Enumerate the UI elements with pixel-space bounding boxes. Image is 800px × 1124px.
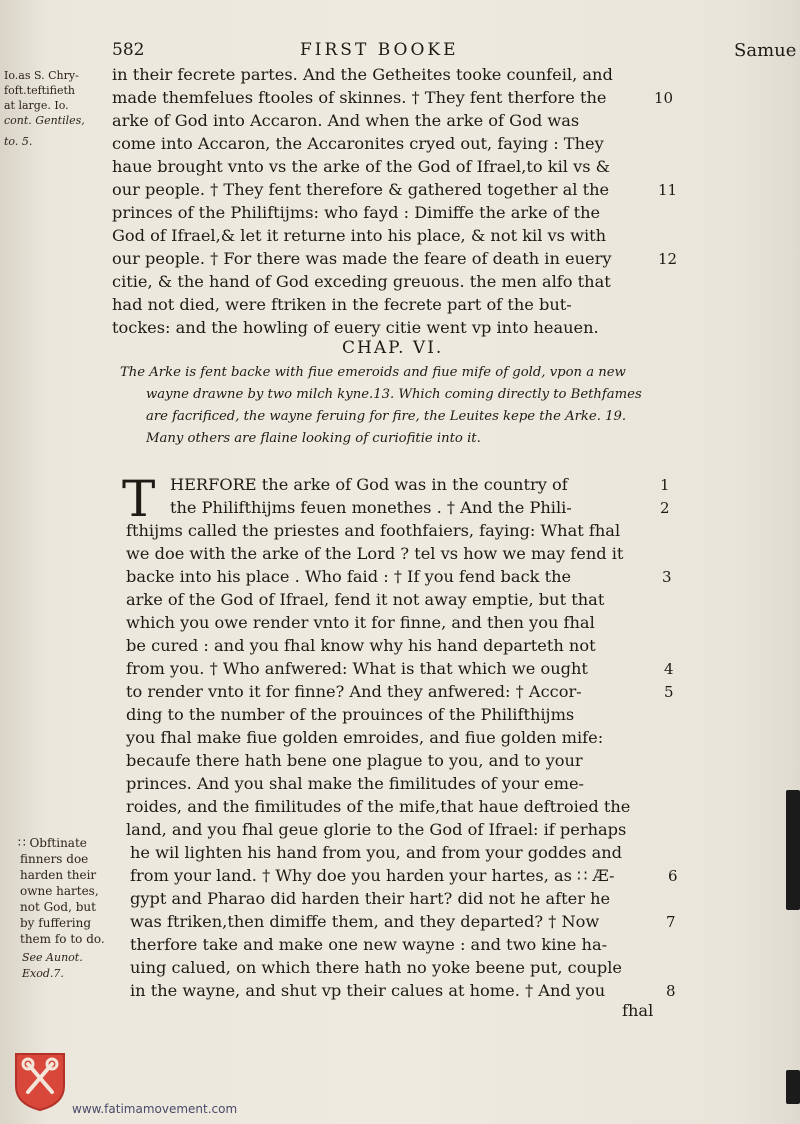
text-line: uing calued, on which there hath no yoke beene put, couple bbox=[130, 958, 622, 977]
margin-note-line: not God, but bbox=[20, 900, 96, 914]
text-line: had not died, were ftriken in the fecrete part of the but- bbox=[112, 295, 572, 314]
text-line: citie, & the hand of God exceding greuous. the men alfo that bbox=[112, 272, 611, 291]
text-line: land, and you fhal geue glorie to the God of Ifrael: if perhaps bbox=[126, 820, 627, 839]
verse-number: 1 bbox=[660, 476, 670, 494]
text-line: be cured : and you fhal know why his hand departeth not bbox=[126, 636, 596, 655]
text-line: princes of the Philiftijms: who fayd : Dimiffe the arke of the bbox=[112, 203, 601, 222]
text-line: roides, and the fimilitudes of the mife,that haue deftroied the bbox=[126, 797, 631, 816]
margin-note-line: See Aunot. bbox=[22, 951, 83, 964]
text-line: in their fecrete partes. And the Getheites tooke counfeil, and bbox=[112, 65, 613, 84]
text-line: therfore take and make one new wayne : and two kine ha- bbox=[130, 935, 608, 954]
chapter-argument-line: Many others are flaine looking of curiofitie into it. bbox=[146, 431, 481, 446]
text-line: princes. And you shal make the fimilitudes of your eme- bbox=[126, 774, 584, 793]
text-line: tockes: and the howling of euery citie went vp into heauen. bbox=[112, 318, 599, 337]
text-line: made themfelues ftooles of skinnes. † They fent therfore the bbox=[112, 88, 607, 107]
chapter-argument-line: The Arke is fent backe with fiue emeroids and fiue mife of gold, vpon a new bbox=[120, 365, 626, 380]
text-line: you fhal make fiue golden emroides, and fiue golden mife: bbox=[126, 728, 604, 747]
margin-note-line: Io.as S. Chry- bbox=[4, 69, 79, 82]
verse-number: 12 bbox=[658, 250, 678, 268]
text-line: come into Accaron, the Accaronites cryed out, faying : They bbox=[112, 134, 604, 153]
margin-note-line: to. 5. bbox=[4, 135, 33, 148]
text-line: we doe with the arke of the Lord ? tel vs how we may fend it bbox=[126, 544, 624, 563]
verse-number: 8 bbox=[666, 982, 676, 1000]
verse-number: 3 bbox=[662, 568, 672, 586]
footer-url[interactable]: www.fatimamovement.com bbox=[72, 1102, 238, 1116]
chapter-argument-line: wayne drawne by two milch kyne.13. Which coming directly to Bethfames bbox=[146, 387, 642, 402]
catchword: fhal bbox=[622, 1001, 654, 1020]
text-line: arke of God into Accaron. And when the arke of God was bbox=[112, 111, 580, 130]
text-line: fthijms called the priestes and foothfaiers, faying: What fhal bbox=[126, 521, 621, 540]
verse-number: 6 bbox=[668, 867, 678, 885]
margin-note-line: finners doe bbox=[20, 852, 89, 866]
text-line: the Philifthijms feuen monethes . † And the Phili- bbox=[170, 498, 572, 517]
text-line: becaufe there hath bene one plague to you, and to your bbox=[126, 751, 583, 770]
verse-number: 4 bbox=[664, 660, 674, 678]
margin-note-line: foft.teftifieth bbox=[4, 84, 75, 97]
verse-number: 11 bbox=[658, 181, 678, 199]
drop-cap: T bbox=[122, 470, 156, 528]
text-line: arke of the God of Ifrael, fend it not away emptie, but that bbox=[126, 590, 605, 609]
margin-note-line: at large. Io. bbox=[4, 99, 69, 112]
text-line: gypt and Pharao did harden their hart? did not he after he bbox=[130, 889, 611, 908]
text-line: backe into his place . Who faid : † If you fend back the bbox=[126, 567, 572, 586]
text-line: from your land. † Why doe you harden your hartes, as ∷ Æ- bbox=[130, 866, 615, 885]
page-number: 582 bbox=[112, 40, 145, 60]
margin-note-line: them fo to do. bbox=[20, 932, 105, 946]
text-line: in the wayne, and shut vp their calues at home. † And you bbox=[130, 981, 606, 1000]
margin-note-line: Exod.7. bbox=[22, 967, 64, 980]
margin-note-line: harden their bbox=[20, 868, 97, 882]
verse-number: 10 bbox=[654, 89, 674, 107]
book-title: FIRST BOOKE bbox=[300, 40, 459, 60]
text-line: God of Ifrael,& let it returne into his place, & not kil vs with bbox=[112, 226, 607, 245]
margin-note-line: owne hartes, bbox=[20, 884, 99, 898]
verse-number: 2 bbox=[660, 499, 670, 517]
text-line: haue brought vnto vs the arke of the God of Ifrael,to kil vs & bbox=[112, 157, 611, 176]
verse-number: 5 bbox=[664, 683, 674, 701]
running-head: Samue bbox=[734, 40, 797, 61]
margin-note-line: ∷ Obftinate bbox=[18, 836, 87, 850]
chapter-argument-line: are facrificed, the wayne feruing for fire, the Leuites kepe the Arke. 19. bbox=[146, 409, 627, 424]
text-line: from you. † Who anfwered: What is that which we ought bbox=[126, 659, 588, 678]
page-edge-shadow bbox=[786, 1070, 800, 1104]
page-edge-shadow bbox=[786, 790, 800, 910]
text-line: our people. † For there was made the feare of death in euery bbox=[112, 249, 612, 268]
text-line: was ftriken,then dimiffe them, and they departed? † Now bbox=[130, 912, 600, 931]
text-line: HERFORE the arke of God was in the country of bbox=[170, 475, 568, 494]
text-line: to render vnto it for finne? And they anfwered: † Accor- bbox=[126, 682, 582, 701]
text-line: ding to the number of the prouinces of the Philifthijms bbox=[126, 705, 575, 724]
verse-number: 7 bbox=[666, 913, 676, 931]
papal-seal-icon bbox=[14, 1052, 66, 1112]
text-line: our people. † They fent therefore & gathered together al the bbox=[112, 180, 610, 199]
page-header bbox=[0, 40, 800, 66]
margin-note-line: cont. Gentiles, bbox=[4, 114, 85, 127]
chapter-heading: CHAP. VI. bbox=[342, 338, 444, 358]
margin-note-line: by fuffering bbox=[20, 916, 92, 930]
text-line: which you owe render vnto it for finne, and then you fhal bbox=[126, 613, 595, 632]
text-line: he wil lighten his hand from you, and from your goddes and bbox=[130, 843, 623, 862]
